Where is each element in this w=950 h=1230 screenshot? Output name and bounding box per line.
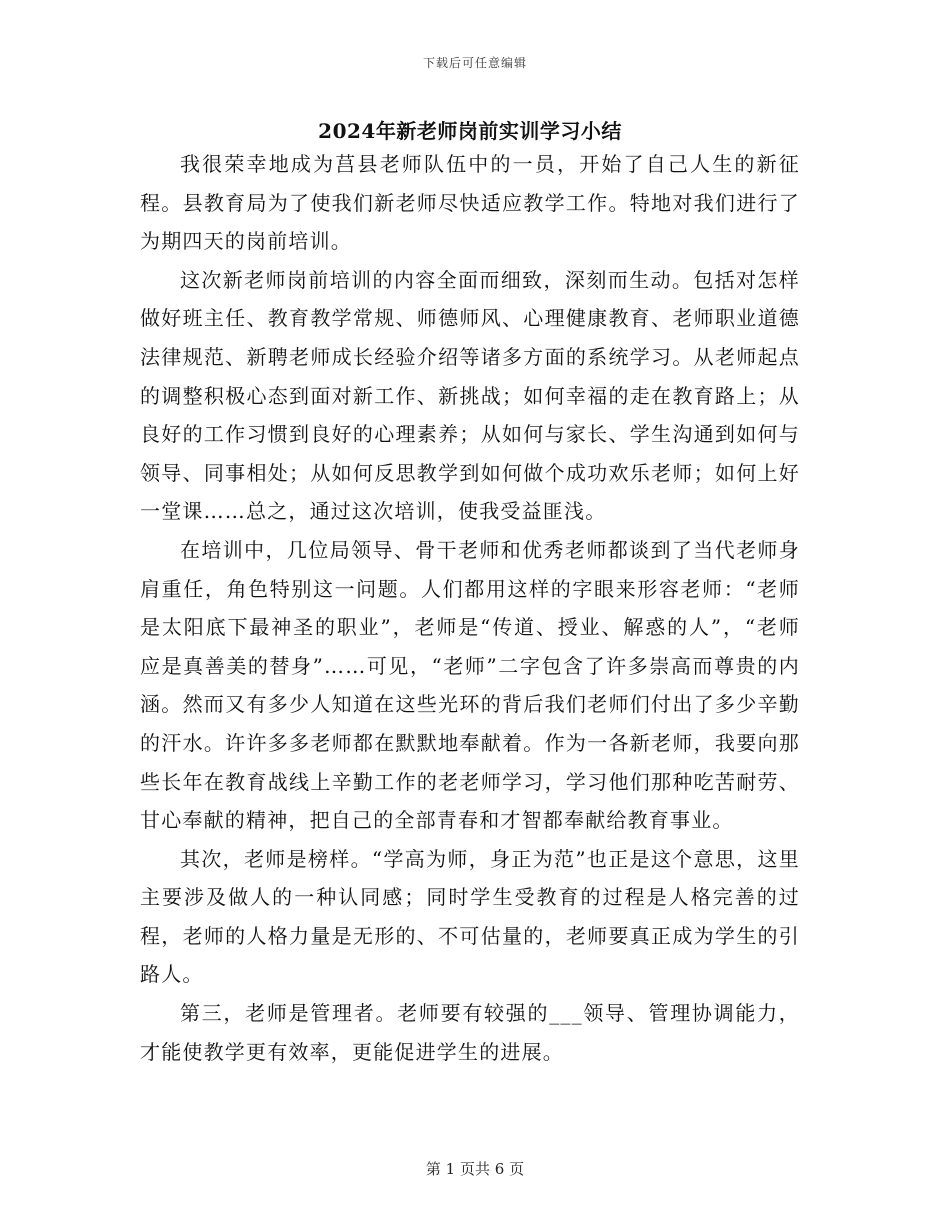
paragraph-5: 第三，老师是管理者。老师要有较强的___领导、管理协调能力，才能使教学更有效率，更能促进学生的进展。 <box>140 1001 800 1064</box>
paragraph-4: 其次，老师是榜样。“学高为师，身正为范”也正是这个意思，这里主要涉及做人的一种认同感；同时学生受教育的过程是人格完善的过程，老师的人格力量是无形的、不可估量的，老师要真正成为学生的引路人。 <box>140 846 800 987</box>
paragraph-2: 这次新老师岗前培训的内容全面而细致，深刻而生动。包括对怎样做好班主任、教育教学常规、师德师风、心理健康教育、老师职业道德法律规范、新聘老师成长经验介绍等诸多方面的系统学习。从老师起点的调整积极心态到面对新工作、新挑战；如何幸福的走在教育路上；从良好的工作习惯到良好的心理素养；从如何与家长、学生沟通到如何与领导、同事相处；从如何反思教学到如何做个成功欢乐老师；如何上好一堂课……总之，通过这次培训，使我受益匪浅。 <box>140 267 800 524</box>
header-note: 下载后可任意编辑 <box>422 56 527 70</box>
page-number: 第 1 页共 6 页 <box>425 1160 525 1178</box>
paragraph-3: 在培训中，几位局领导、骨干老师和优秀老师都谈到了当代老师身肩重任，角色特别这一问题。人们都用这样的字眼来形容老师：“老师是太阳底下最神圣的职业”，老师是“传道、授业、解惑的人”，“老师应是真善美的替身”……可见，“老师”二字包含了许多崇高而尊贵的内涵。然而又有多少人知道在这些光环的背后我们老师们付出了多少辛勤的汗水。许许多多老师都在默默地奉献着。作为一各新老师，我要向那些长年在教育战线上辛勤工作的老老师学习，学习他们那种吃苦耐劳、甘心奉献的精神，把自己的全部青春和才智都奉献给教育事业。 <box>140 537 800 833</box>
document-body <box>140 145 800 1071</box>
document-title: 2024年新老师岗前实训学习小结 <box>318 119 622 143</box>
paragraph-1: 我很荣幸地成为莒县老师队伍中的一员，开始了自己人生的新征程。县教育局为了使我们新老师尽快适应教学工作。特地对我们进行了为期四天的岗前培训。 <box>140 152 800 254</box>
